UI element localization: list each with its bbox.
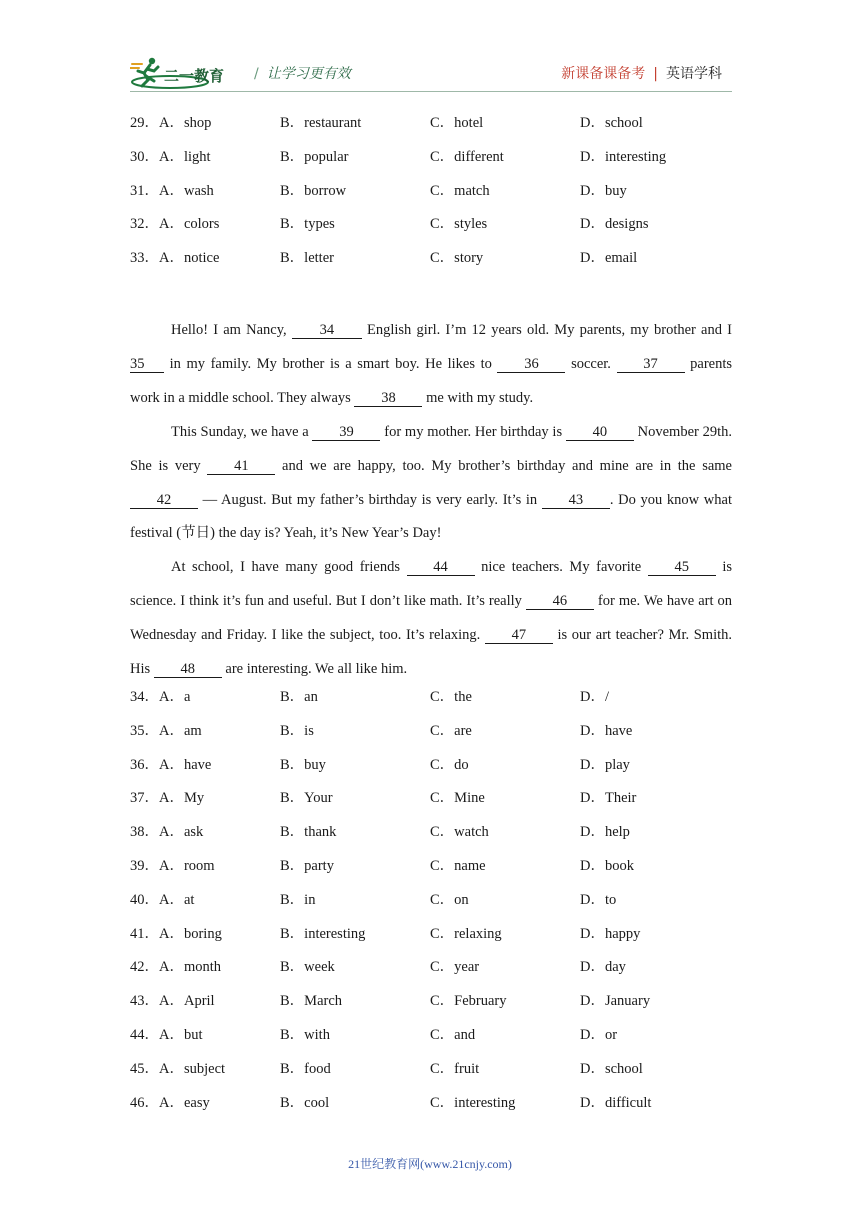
slogan: [254, 63, 351, 83]
text: and we are happy, too. My brother’s birthday and mine are in the same: [275, 457, 732, 474]
option-b: B．with: [280, 1026, 330, 1043]
cloze-passage: [130, 314, 732, 687]
option-b: B．interesting: [280, 925, 366, 942]
question-number-and-option-a: [130, 1026, 203, 1044]
option-a: A．have: [159, 756, 212, 773]
option-d: D．email: [580, 250, 638, 267]
option-a: A．subject: [159, 1060, 226, 1077]
question-number-and-option-a: [130, 688, 190, 706]
question-row: [130, 823, 732, 857]
question-number: 43．: [130, 993, 159, 1010]
option-a: A．but: [159, 1026, 203, 1043]
question-number: 34．: [130, 689, 159, 705]
option-d: D．to: [580, 891, 617, 908]
option-a: A．light: [159, 148, 211, 165]
question-number: 42．: [130, 959, 159, 976]
header-divider: [130, 91, 732, 92]
option-a: A．am: [159, 722, 202, 739]
slogan-slash: /: [254, 66, 259, 82]
option-b: B．is: [280, 722, 314, 739]
text: is our art teacher? Mr. Smith. His: [130, 627, 732, 678]
option-c: C．match: [430, 182, 490, 199]
text: — August. But my father’s birthday is very early. It’s in: [198, 491, 542, 508]
option-c: C．February: [430, 993, 507, 1010]
option-c: C．the: [430, 689, 472, 705]
option-d: D．interesting: [580, 148, 667, 165]
option-c: C．on: [430, 891, 469, 908]
text: This Sunday, we have a: [171, 423, 313, 440]
blank-36: 36: [497, 356, 565, 373]
option-a: A．a: [159, 689, 191, 705]
option-c: C．name: [430, 857, 486, 874]
question-number: 31．: [130, 182, 159, 199]
question-number-and-option-a: [130, 857, 215, 875]
text: At school, I have many good friends: [171, 559, 407, 576]
option-c: C．styles: [430, 216, 488, 233]
question-number-and-option-a: [130, 182, 214, 200]
blank-45: 45: [648, 559, 716, 576]
option-c: C．watch: [430, 824, 489, 841]
option-d: D．difficult: [580, 1094, 652, 1111]
blank-42: 42: [130, 492, 198, 509]
question-number: 46．: [130, 1094, 159, 1111]
option-d: D．help: [580, 824, 630, 841]
option-a: A．at: [159, 891, 195, 908]
question-row: [130, 756, 732, 790]
question-number-and-option-a: [130, 891, 194, 909]
option-c: C．hotel: [430, 115, 484, 131]
option-d: D．/: [580, 689, 609, 705]
question-number: 32．: [130, 216, 159, 233]
question-number: 30．: [130, 148, 159, 165]
question-number-and-option-a: [130, 1094, 210, 1112]
option-a: A．ask: [159, 824, 204, 841]
option-b: B．borrow: [280, 182, 347, 199]
option-b: B．popular: [280, 148, 349, 165]
slogan-text: 让学习更有效: [266, 66, 351, 82]
option-d: D．book: [580, 857, 634, 874]
question-number-and-option-a: [130, 789, 204, 807]
blank-35: 35: [130, 356, 164, 373]
option-c: C．Mine: [430, 790, 485, 807]
question-row: [130, 1060, 732, 1094]
option-b: B．types: [280, 216, 335, 233]
option-c: C．different: [430, 148, 504, 165]
option-a: A．month: [159, 959, 222, 976]
question-number-and-option-a: [130, 722, 202, 740]
question-number: 36．: [130, 756, 159, 773]
header-subject: [561, 63, 722, 83]
question-row: [130, 215, 732, 249]
question-number: 45．: [130, 1060, 159, 1077]
text: for me. We have art on Wednesday and Friday. I like the subject, too. It’s relaxing.: [130, 593, 732, 644]
options-top: [130, 114, 732, 283]
text: Hello! I am Nancy,: [171, 322, 292, 338]
option-c: C．do: [430, 756, 469, 773]
page-header: [130, 56, 732, 90]
blank-47: 47: [485, 627, 553, 644]
text: for my mother. Her birthday is: [380, 423, 566, 440]
question-number-and-option-a: [130, 958, 221, 976]
option-d: D．school: [580, 115, 643, 131]
question-row: [130, 722, 732, 756]
logo: [130, 56, 238, 90]
question-row: [130, 1094, 732, 1128]
question-row: [130, 688, 732, 722]
question-number: 40．: [130, 891, 159, 908]
paragraph-2: [130, 416, 732, 552]
option-b: B．thank: [280, 824, 337, 841]
option-b: B．restaurant: [280, 115, 362, 131]
option-d: D．have: [580, 722, 633, 739]
blank-46: 46: [526, 593, 594, 610]
question-row: [130, 249, 732, 283]
option-c: C．and: [430, 1026, 476, 1043]
question-number: 35．: [130, 722, 159, 739]
option-d: D．buy: [580, 182, 627, 199]
option-c: C．year: [430, 959, 480, 976]
options-bottom: [130, 688, 732, 1127]
question-number-and-option-a: [130, 114, 211, 132]
option-c: C．story: [430, 250, 484, 267]
option-b: B．buy: [280, 756, 326, 773]
text: November 29th. She is very: [130, 423, 732, 474]
question-number: 44．: [130, 1026, 159, 1043]
option-d: D．happy: [580, 925, 641, 942]
question-number-and-option-a: [130, 756, 211, 774]
question-row: [130, 182, 732, 216]
question-number: 33．: [130, 250, 159, 267]
option-a: A．notice: [159, 250, 220, 267]
blank-41: 41: [207, 458, 275, 475]
option-b: B．party: [280, 857, 334, 874]
question-number: 37．: [130, 790, 159, 807]
question-number: 29．: [130, 115, 159, 131]
option-b: B．food: [280, 1060, 331, 1077]
svg-text:二一教育: 二一教育: [164, 67, 225, 85]
option-d: D．Their: [580, 790, 637, 807]
text: are interesting. We all like him.: [221, 661, 408, 678]
question-row: [130, 1026, 732, 1060]
option-a: A．colors: [159, 216, 220, 233]
question-number: 41．: [130, 925, 159, 942]
page-footer: 21世纪教育网(www.21cnjy.com): [348, 1157, 512, 1171]
option-d: D．school: [580, 1060, 643, 1077]
header-separator: |: [653, 66, 658, 82]
question-number-and-option-a: [130, 215, 219, 233]
question-number-and-option-a: [130, 823, 203, 841]
option-b: B．letter: [280, 250, 334, 267]
blank-38: 38: [354, 390, 422, 407]
blank-43: 43: [542, 492, 610, 509]
question-row: [130, 789, 732, 823]
paragraph-3: [130, 551, 732, 687]
blank-39: 39: [312, 424, 380, 441]
option-d: D．day: [580, 959, 626, 976]
text: soccer.: [565, 355, 617, 372]
blank-34: 34: [292, 322, 362, 339]
blank-40: 40: [566, 424, 634, 441]
question-number-and-option-a: [130, 992, 215, 1010]
option-b: B．an: [280, 689, 318, 705]
question-row: [130, 925, 732, 959]
option-a: A．boring: [159, 925, 222, 942]
option-b: B．March: [280, 993, 343, 1010]
paragraph-1: [130, 314, 732, 416]
option-c: C．interesting: [430, 1094, 516, 1111]
option-a: A．wash: [159, 182, 214, 199]
option-b: B．Your: [280, 790, 333, 807]
option-d: D．January: [580, 993, 651, 1010]
text: is science. I think it’s fun and useful. But I don’t like math. It’s really: [130, 559, 732, 610]
option-a: A．shop: [159, 115, 212, 131]
option-d: D．play: [580, 756, 630, 773]
question-row: [130, 958, 732, 992]
option-c: C．are: [430, 722, 472, 739]
option-a: A．easy: [159, 1094, 210, 1111]
question-row: [130, 992, 732, 1026]
option-c: C．relaxing: [430, 925, 502, 942]
blank-48: 48: [154, 661, 222, 678]
question-number: 39．: [130, 857, 159, 874]
question-number: 38．: [130, 824, 159, 841]
option-d: D．designs: [580, 216, 649, 233]
question-row: [130, 148, 732, 182]
blank-37: 37: [617, 356, 685, 373]
question-row: [130, 857, 732, 891]
text: nice teachers. My favorite: [474, 559, 648, 576]
text: English girl. I’m 12 years old. My parents, my brother and I: [361, 322, 732, 338]
text: . Do you know what festival (节日) the day is? Yeah, it’s New Year’s Day!: [130, 491, 732, 542]
question-number-and-option-a: [130, 148, 211, 166]
option-b: B．week: [280, 959, 335, 976]
option-b: B．cool: [280, 1094, 330, 1111]
header-course-label: 新课备课备考: [561, 66, 646, 82]
text: me with my study.: [422, 389, 534, 406]
question-number-and-option-a: [130, 1060, 225, 1078]
question-number-and-option-a: [130, 925, 222, 943]
question-number-and-option-a: [130, 249, 219, 267]
text: in my family. My brother is a smart boy. He likes to: [164, 355, 498, 372]
question-row: [130, 891, 732, 925]
text: parents work in a middle school. They always: [130, 355, 733, 406]
option-a: A．April: [159, 993, 215, 1010]
option-b: B．in: [280, 891, 316, 908]
option-d: D．or: [580, 1026, 618, 1043]
question-row: [130, 114, 732, 148]
option-a: A．room: [159, 857, 215, 874]
option-a: A．My: [159, 790, 205, 807]
blank-44: 44: [407, 559, 475, 576]
option-c: C．fruit: [430, 1060, 480, 1077]
header-subject-label: 英语学科: [666, 66, 722, 82]
runner-logo-icon: [130, 56, 238, 90]
